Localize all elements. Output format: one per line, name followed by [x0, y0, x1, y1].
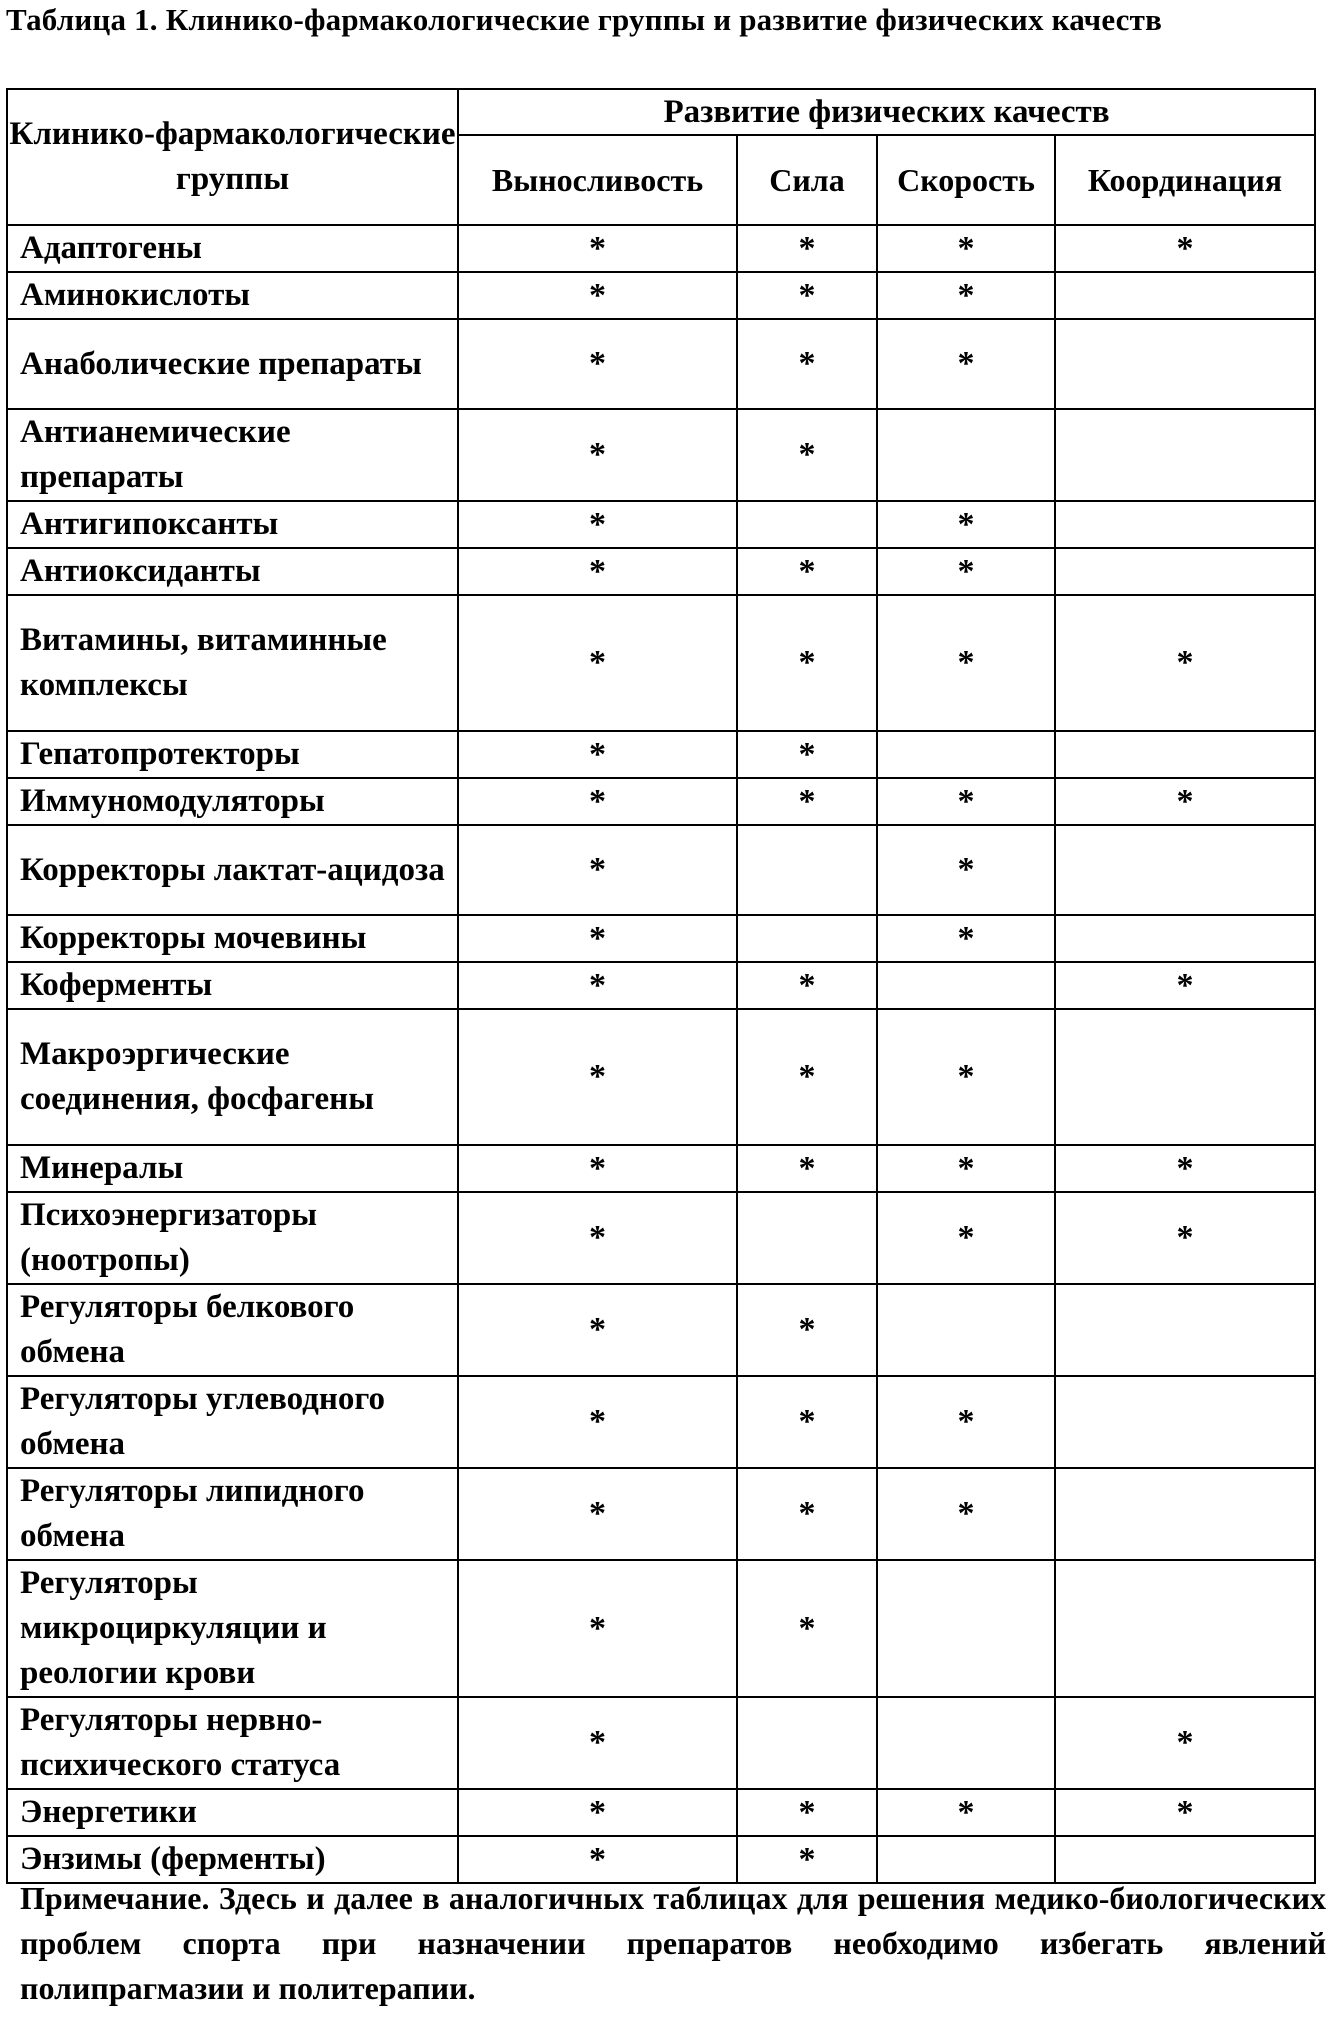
mark-cell-coordination [1055, 915, 1315, 962]
asterisk-mark: * [798, 345, 816, 382]
mark-cell-endurance [458, 1009, 737, 1145]
mark-cell-endurance [458, 409, 737, 501]
mark-cell-coordination [1055, 1789, 1315, 1836]
asterisk-mark: * [798, 644, 816, 681]
asterisk-mark: * [589, 644, 606, 681]
mark-cell-coordination [1055, 1145, 1315, 1192]
table-row [7, 1560, 1315, 1697]
mark-cell-speed [877, 825, 1055, 915]
asterisk-mark: * [1176, 1724, 1194, 1761]
asterisk-mark: * [589, 966, 606, 1004]
asterisk-mark: * [589, 735, 606, 773]
row-group-name: Энзимы (ферменты) [7, 1836, 458, 1883]
mark-cell-endurance [458, 1697, 737, 1789]
row-group-name: Антигипоксанты [7, 501, 458, 548]
table-row [7, 1009, 1315, 1145]
mark-cell-speed [877, 1697, 1055, 1789]
table-row [7, 1468, 1315, 1560]
table-row [7, 319, 1315, 409]
asterisk-mark: * [798, 735, 816, 773]
mark-cell-coordination [1055, 548, 1315, 595]
asterisk-mark: * [798, 552, 816, 590]
column-header-coordination: Координация [1055, 135, 1315, 225]
asterisk-mark: * [957, 1058, 975, 1095]
mark-cell-strength [737, 272, 877, 319]
asterisk-mark: * [957, 1495, 975, 1532]
mark-cell-coordination [1055, 595, 1315, 731]
row-group-name: Корректоры мочевины [7, 915, 458, 962]
table-row [7, 1192, 1315, 1284]
asterisk-mark: * [957, 1219, 975, 1256]
mark-cell-endurance [458, 1468, 737, 1560]
drug-groups-table [6, 88, 1316, 1884]
mark-cell-strength [737, 1468, 877, 1560]
mark-cell-coordination [1055, 272, 1315, 319]
header-row-top [7, 89, 1315, 135]
mark-cell-speed [877, 915, 1055, 962]
row-group-name: Минералы [7, 1145, 458, 1192]
asterisk-mark: * [957, 1149, 975, 1187]
asterisk-mark: * [957, 919, 975, 957]
asterisk-mark: * [798, 1403, 816, 1440]
mark-cell-coordination [1055, 1009, 1315, 1145]
mark-cell-speed [877, 1284, 1055, 1376]
row-group-name: Иммуномодуляторы [7, 778, 458, 825]
asterisk-mark: * [589, 851, 606, 888]
mark-cell-speed [877, 1376, 1055, 1468]
asterisk-mark: * [589, 1403, 606, 1440]
asterisk-mark: * [798, 276, 816, 314]
mark-cell-coordination [1055, 1560, 1315, 1697]
column-header-strength: Сила [737, 135, 877, 225]
table-row [7, 731, 1315, 778]
table-row [7, 225, 1315, 272]
asterisk-mark: * [1176, 229, 1194, 267]
mark-cell-coordination [1055, 1468, 1315, 1560]
mark-cell-speed [877, 319, 1055, 409]
row-group-name: Антиоксиданты [7, 548, 458, 595]
table-row [7, 1145, 1315, 1192]
mark-cell-strength [737, 1009, 877, 1145]
asterisk-mark: * [798, 1793, 816, 1831]
table-row [7, 548, 1315, 595]
mark-cell-coordination [1055, 962, 1315, 1009]
mark-cell-speed [877, 778, 1055, 825]
mark-cell-endurance [458, 319, 737, 409]
asterisk-mark: * [589, 1609, 606, 1647]
mark-cell-strength [737, 915, 877, 962]
mark-cell-strength [737, 1145, 877, 1192]
row-group-name: Антианемические препараты [7, 409, 458, 501]
mark-cell-coordination [1055, 501, 1315, 548]
mark-cell-speed [877, 731, 1055, 778]
table-caption: Таблица 1. Клинико-фармакологические группы и развитие физических качеств [6, 2, 1163, 37]
row-group-name: Регуляторы липидного обмена [7, 1468, 458, 1560]
column-header-speed: Скорость [877, 135, 1055, 225]
mark-cell-strength [737, 409, 877, 501]
asterisk-mark: * [589, 345, 606, 382]
asterisk-mark: * [1176, 1149, 1194, 1187]
asterisk-mark: * [589, 229, 606, 267]
asterisk-mark: * [957, 782, 975, 820]
mark-cell-coordination [1055, 319, 1315, 409]
mark-cell-strength [737, 1284, 877, 1376]
asterisk-mark: * [1176, 1793, 1194, 1831]
mark-cell-speed [877, 272, 1055, 319]
asterisk-mark: * [589, 1058, 606, 1095]
mark-cell-speed [877, 1468, 1055, 1560]
asterisk-mark: * [589, 505, 606, 543]
table-note: Примечание. Здесь и далее в аналогичных таблицах для решения медико-биологических проблем спорта при назначении препаратов необходимо избегать явлений полипрагмазии и политерапии. [20, 1880, 1326, 2006]
mark-cell-strength [737, 1192, 877, 1284]
mark-cell-endurance [458, 1145, 737, 1192]
asterisk-mark: * [589, 1149, 606, 1187]
asterisk-mark: * [957, 1403, 975, 1440]
mark-cell-strength [737, 731, 877, 778]
table-row [7, 1789, 1315, 1836]
asterisk-mark: * [589, 436, 606, 473]
table-row [7, 778, 1315, 825]
asterisk-mark: * [589, 552, 606, 590]
mark-cell-endurance [458, 595, 737, 731]
asterisk-mark: * [589, 1219, 606, 1256]
asterisk-mark: * [589, 782, 606, 820]
row-group-name: Регуляторы углеводного обмена [7, 1376, 458, 1468]
mark-cell-endurance [458, 915, 737, 962]
table-row [7, 409, 1315, 501]
mark-cell-strength [737, 962, 877, 1009]
table-row [7, 595, 1315, 731]
asterisk-mark: * [798, 782, 816, 820]
mark-cell-speed [877, 501, 1055, 548]
mark-cell-speed [877, 962, 1055, 1009]
mark-cell-coordination [1055, 1376, 1315, 1468]
qualities-column-header: Развитие физических качеств [458, 89, 1315, 135]
asterisk-mark: * [957, 505, 975, 543]
asterisk-mark: * [589, 1311, 606, 1348]
mark-cell-speed [877, 595, 1055, 731]
asterisk-mark: * [798, 966, 816, 1004]
asterisk-mark: * [957, 644, 975, 681]
row-group-name: Регуляторы нервно-психического статуса [7, 1697, 458, 1789]
row-group-name: Витамины, витаминные комплексы [7, 595, 458, 731]
table-row [7, 501, 1315, 548]
asterisk-mark: * [589, 1495, 606, 1532]
table-row [7, 915, 1315, 962]
asterisk-mark: * [957, 552, 975, 590]
mark-cell-speed [877, 1560, 1055, 1697]
asterisk-mark: * [957, 229, 975, 267]
table-row [7, 962, 1315, 1009]
column-header-endurance: Выносливость [458, 135, 737, 225]
table-body [7, 225, 1315, 1883]
mark-cell-endurance [458, 548, 737, 595]
mark-cell-endurance [458, 962, 737, 1009]
asterisk-mark: * [1176, 1219, 1194, 1256]
row-group-name: Энергетики [7, 1789, 458, 1836]
mark-cell-coordination [1055, 409, 1315, 501]
mark-cell-coordination [1055, 1697, 1315, 1789]
mark-cell-strength [737, 825, 877, 915]
mark-cell-endurance [458, 501, 737, 548]
mark-cell-endurance [458, 272, 737, 319]
asterisk-mark: * [798, 1840, 816, 1878]
mark-cell-strength [737, 595, 877, 731]
mark-cell-strength [737, 548, 877, 595]
mark-cell-strength [737, 225, 877, 272]
asterisk-mark: * [589, 276, 606, 314]
asterisk-mark: * [798, 1495, 816, 1532]
asterisk-mark: * [1176, 782, 1194, 820]
table-row [7, 1697, 1315, 1789]
mark-cell-speed [877, 1192, 1055, 1284]
table-row [7, 1376, 1315, 1468]
mark-cell-strength [737, 1376, 877, 1468]
mark-cell-speed [877, 409, 1055, 501]
mark-cell-endurance [458, 778, 737, 825]
table-header [7, 89, 1315, 225]
row-group-name: Аминокислоты [7, 272, 458, 319]
mark-cell-coordination [1055, 825, 1315, 915]
mark-cell-strength [737, 319, 877, 409]
mark-cell-speed [877, 548, 1055, 595]
asterisk-mark: * [798, 1058, 816, 1095]
mark-cell-endurance [458, 1192, 737, 1284]
row-group-name: Регуляторы белкового обмена [7, 1284, 458, 1376]
mark-cell-strength [737, 1697, 877, 1789]
row-group-name: Психоэнергизаторы (ноотропы) [7, 1192, 458, 1284]
asterisk-mark: * [589, 1724, 606, 1761]
asterisk-mark: * [589, 919, 606, 957]
mark-cell-strength [737, 1560, 877, 1697]
mark-cell-endurance [458, 1376, 737, 1468]
mark-cell-speed [877, 1145, 1055, 1192]
mark-cell-coordination [1055, 731, 1315, 778]
asterisk-mark: * [798, 436, 816, 473]
asterisk-mark: * [957, 1793, 975, 1831]
mark-cell-coordination [1055, 1284, 1315, 1376]
mark-cell-coordination [1055, 225, 1315, 272]
asterisk-mark: * [798, 229, 816, 267]
asterisk-mark: * [798, 1609, 816, 1647]
row-group-name: Гепатопротекторы [7, 731, 458, 778]
table-row [7, 825, 1315, 915]
row-group-name: Корректоры лактат-ацидоза [7, 825, 458, 915]
table-row [7, 1284, 1315, 1376]
mark-cell-speed [877, 225, 1055, 272]
asterisk-mark: * [798, 1149, 816, 1187]
asterisk-mark: * [957, 276, 975, 314]
group-column-header: Клинико-фармакологические группы [7, 89, 458, 225]
mark-cell-endurance [458, 1789, 737, 1836]
mark-cell-endurance [458, 825, 737, 915]
mark-cell-speed [877, 1009, 1055, 1145]
asterisk-mark: * [957, 851, 975, 888]
mark-cell-strength [737, 778, 877, 825]
row-group-name: Адаптогены [7, 225, 458, 272]
table-row [7, 272, 1315, 319]
asterisk-mark: * [1176, 644, 1194, 681]
asterisk-mark: * [589, 1793, 606, 1831]
row-group-name: Коферменты [7, 962, 458, 1009]
mark-cell-endurance [458, 1560, 737, 1697]
asterisk-mark: * [1176, 966, 1194, 1004]
mark-cell-strength [737, 1789, 877, 1836]
mark-cell-endurance [458, 731, 737, 778]
asterisk-mark: * [798, 1311, 816, 1348]
row-group-name: Регуляторы микроциркуляции и реологии крови [7, 1560, 458, 1697]
mark-cell-speed [877, 1789, 1055, 1836]
mark-cell-coordination [1055, 1192, 1315, 1284]
asterisk-mark: * [957, 345, 975, 382]
mark-cell-endurance [458, 225, 737, 272]
row-group-name: Макроэргические соединения, фосфагены [7, 1009, 458, 1145]
mark-cell-strength [737, 501, 877, 548]
row-group-name: Анаболические препараты [7, 319, 458, 409]
mark-cell-endurance [458, 1284, 737, 1376]
asterisk-mark: * [589, 1840, 606, 1878]
mark-cell-coordination [1055, 778, 1315, 825]
